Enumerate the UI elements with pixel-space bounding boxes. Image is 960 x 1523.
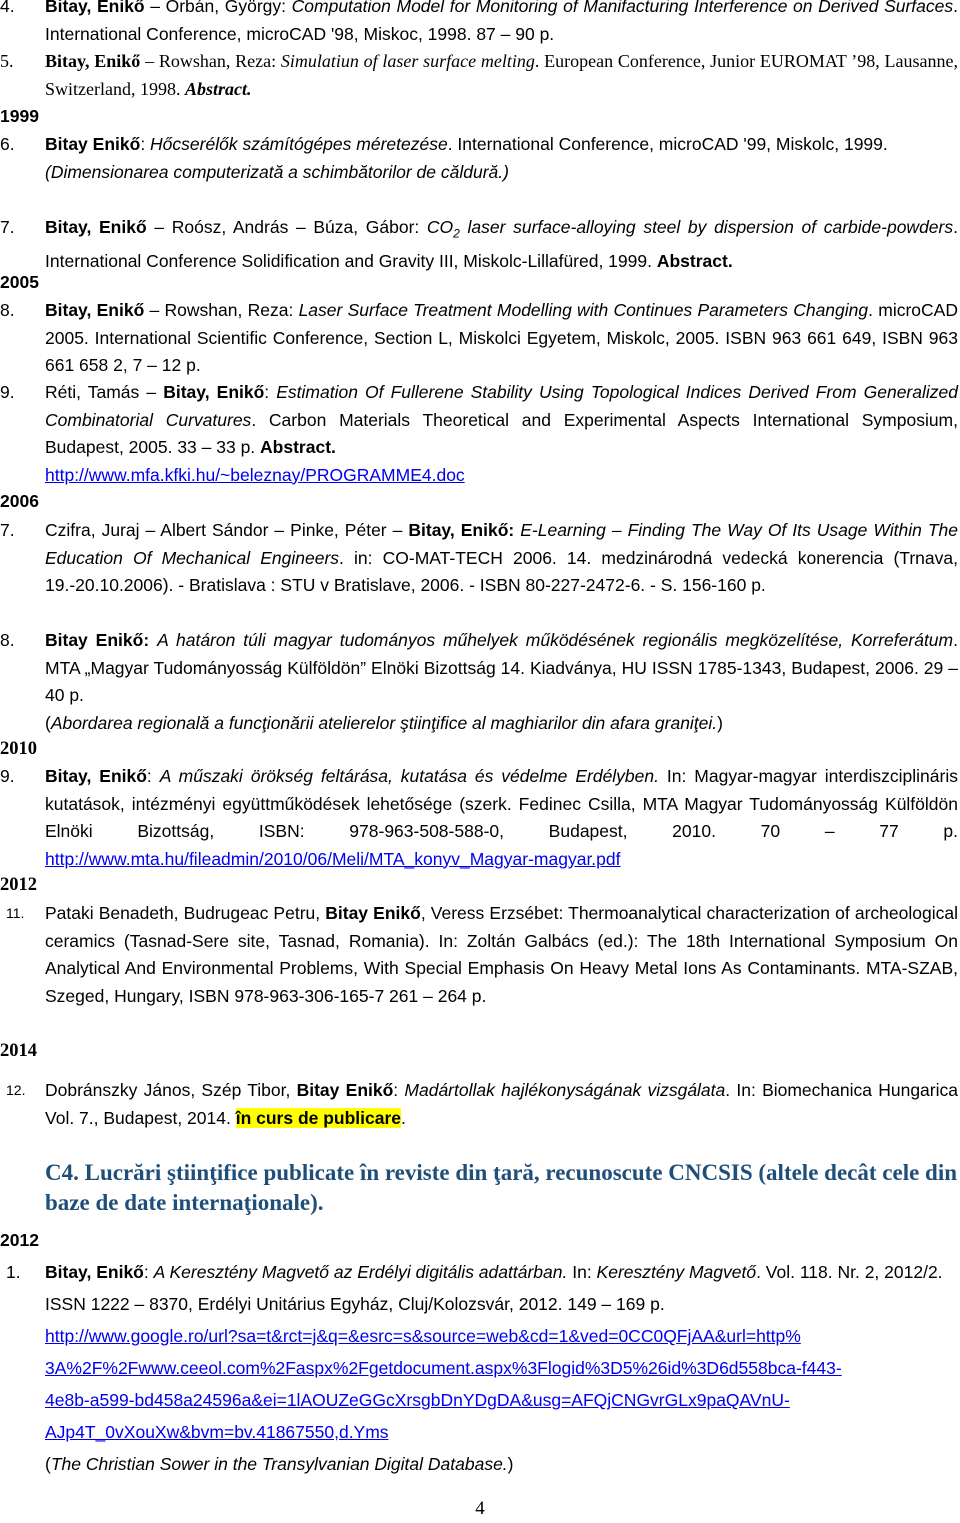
abstract-label: Abstract. — [656, 251, 733, 271]
year-heading: 2005 — [0, 272, 39, 292]
reference-entry — [0, 379, 958, 489]
translation-note: Abordarea regională a funcţionării atelierelor ştiinţifice al maghiarilor din afara graniţei. — [50, 712, 718, 733]
author-separator: : — [143, 1262, 154, 1282]
paper-title: Estimation Of Fullerene Stability Using Topological Indices Derived From Generalized Combinatorial Curvatures — [45, 382, 958, 430]
publication-details: . In: Biomechanica Hungarica Vol. 7., Budapest, 2014. — [45, 1080, 958, 1128]
publication-details: , Veress Erzsébet: Thermoanalytical characterization of archeological ceramics (Tasnad-Sere site, Tasnad, Romania). In: Zoltán Galbács (ed.): The 18th International Symposium On Analytical And Environmental Problems, With Special Emphasis On Heavy Metal Ions As Contaminants. MTA-SZAB, Szeged, Hungary, ISBN 978-963-306-165-7 261 – 264 p. — [45, 903, 958, 1006]
journal-name: Keresztény Magvető — [596, 1262, 757, 1282]
highlighted-author: Bitay, Enikő — [45, 217, 147, 237]
entry-body — [45, 297, 958, 380]
paper-title: Madártollak hajlékonyságának vizsgálata — [404, 1080, 726, 1100]
entry-number: 7. — [0, 217, 15, 237]
paper-title: $CO_2$ laser surface-alloying steel by dispersion of carbide-powders — [426, 217, 954, 241]
paper-title: E-Learning – Finding The Way Of Its Usage Within The Education Of Mechanical Engineers — [45, 520, 959, 568]
publication-details: . International Conference, microCAD '99, Miskolc, 1999. — [447, 134, 888, 154]
publication-details: . Carbon Materials Theoretical and Experimental Aspects International Symposium, Budapest, 2005. 33 – 33 p. — [45, 409, 958, 457]
entry-number: 12. — [6, 1082, 26, 1098]
publication-details: . microCAD 2005. International Scientific Conference, Section L, Miskolci Egyetem, Miskolc, 2005. ISBN 963 661 649, ISBN 963 661 658 2, 7 – 12 p. — [45, 300, 958, 375]
co-authors: – Roósz, András – Búza, Gábor: — [146, 217, 427, 237]
abstract-label: Abstract. — [260, 437, 336, 457]
entry-body — [45, 131, 958, 186]
reference-entry — [0, 1256, 958, 1480]
entry-number: 1. — [6, 1262, 21, 1282]
highlighted-author: Bitay, Enikő — [45, 1262, 144, 1282]
publication-details: In: Magyar-magyar interdiszciplináris kutatások, intézményi együttműködések lehetősége (szerk. Fedinec Csilla, MTA Magyar Tudományosság Külföldön Elnöki Bizottság, ISBN: 978-963-508-588-0, Budapest, 2010. 70 – 77 p. — [45, 766, 958, 841]
entry-number: 8. — [0, 300, 15, 320]
co-authors: – Orbán, György: — [144, 0, 292, 16]
entry-body: Bitay Enikő: A határon túli magyar tudományos műhelyek működésének regionális megközelítése, Korreferátum. MTA „Magyar Tudományosság Külföldön” Elnöki Bizottság 14. Kiadványa, HU ISSN 1785-1343, Budapest, 2006. 29 – 40 p. (Abordarea regională a funcţionării atelierelor ştiinţifice al maghiarilor din afara graniţei.) — [45, 630, 958, 733]
reference-link[interactable]: 4e8b-a599-bd458a24596a&ei=1lAOUZeGGcXrsgbDnYDgDA&usg=AFQjCNGvrGLx9paQAVnU- — [45, 1390, 790, 1410]
year-heading: 2014 — [0, 1041, 37, 1061]
reference-entry — [0, 297, 958, 380]
paper-title: Computation Model for Monitoring of Manifacturing Interference on Derived Surfaces — [291, 0, 954, 16]
paper-title: Simulatiun of laser surface melting — [280, 51, 535, 71]
year-heading: 1999 — [0, 106, 39, 126]
paper-title: A Keresztény Magvető az Erdélyi digitális adattárban. — [153, 1262, 568, 1282]
page-number: 4 — [475, 1498, 485, 1519]
entry-number: 11. — [6, 905, 25, 921]
reference-link[interactable]: http://www.google.ro/url?sa=t&rct=j&q=&esrc=s&source=web&cd=1&ved=0CC0QFjAA&url=http% — [45, 1326, 801, 1346]
reference-entry — [0, 0, 958, 48]
publication-details: . European Conference, Junior EUROMAT ’98, Lausanne, Switzerland, 1998. — [45, 51, 959, 99]
reference-link[interactable]: 3A%2F%2Fwww.ceeol.com%2Faspx%2Fgetdocument.aspx%3Flogid%3D5%26id%3D6d558bca-f443- — [45, 1358, 842, 1378]
author-separator: : — [264, 382, 277, 402]
publication-details: . International Conference, microCAD '98, Miskoc, 1998. 87 – 90 p. — [45, 0, 959, 44]
reference-entry — [0, 214, 958, 276]
reference-entry — [0, 517, 958, 600]
highlighted-author: Bitay Enikő: — [45, 630, 150, 650]
co-authors: – Rowshan, Reza: — [140, 51, 281, 71]
abstract-label: Abstract. — [184, 78, 252, 99]
reference-entry — [0, 763, 958, 873]
highlighted-author: Bitay, Enikő — [45, 766, 147, 786]
publication-details: . MTA „Magyar Tudományosság Külföldön” Elnöki Bizottság 14. Kiadványa, HU ISSN 1785-1343, Budapest, 2006. 29 – 40 p. — [45, 630, 958, 705]
paper-title: A határon túli magyar tudományos műhelyek működésének regionális megközelítése, Korreferátum — [157, 630, 954, 650]
year-heading: 2006 — [0, 491, 39, 511]
author-separator: : — [393, 1080, 405, 1100]
entry-body — [45, 48, 958, 103]
highlighted-author: Bitay, Enikő — [45, 51, 141, 71]
co-authors: Pataki Benadeth, Budrugeac Petru, — [45, 903, 326, 923]
co-authors: – Rowshan, Reza: — [144, 300, 299, 320]
co-authors: Réti, Tamás – — [45, 382, 164, 402]
highlighted-author: Bitay Enikő — [45, 134, 141, 154]
section-heading: C4. Lucrări ştiinţifice publicate în reviste din ţară, recunoscute CNCSIS (altele decât cele din baze de date internaţionale). — [45, 1160, 958, 1215]
author-separator — [149, 630, 157, 650]
reference-entry — [0, 48, 958, 103]
entry-number: 8. — [0, 630, 15, 650]
year-heading: 2010 — [0, 739, 37, 759]
reference-link[interactable]: AJp4T_0vXouXw&bvm=bv.41867550,d.Yms — [45, 1422, 389, 1442]
year-heading: 2012 — [0, 875, 37, 895]
entry-body — [45, 379, 958, 489]
paper-title: A műszaki örökség feltárása, kutatása és védelme Erdélyben. — [159, 766, 659, 786]
highlighted-author: Bitay, Enikő: — [408, 520, 515, 540]
entry-number: 9. — [0, 382, 15, 402]
highlighted-author: Bitay Enikő — [296, 1080, 394, 1100]
co-authors: Dobránszky János, Szép Tibor, — [45, 1080, 297, 1100]
entry-number: 4. — [0, 0, 15, 16]
reference-entry — [0, 1077, 958, 1132]
publication-details: . International Conference Solidification and Gravity III, Miskolc-Lillafüred, 1999. — [45, 217, 958, 271]
paper-title: Hőcserélők számítógépes méretezése — [150, 134, 448, 154]
highlighted-author: Bitay, Enikő — [45, 0, 145, 16]
publication-details: . Vol. 118. Nr. 2, 2012/2. ISSN 1222 – 8370, Erdélyi Unitárius Egyház, Cluj/Kolozsvár, 2012. 149 – 169 p. — [45, 1262, 943, 1314]
paper-title: Laser Surface Treatment Modelling with Continues Parameters Changing — [298, 300, 869, 320]
reference-entry — [0, 627, 958, 737]
co-authors: : — [140, 134, 151, 154]
author-separator: : — [146, 766, 160, 786]
reference-entry — [0, 131, 958, 186]
highlighted-author: Bitay, Enikő — [163, 382, 265, 402]
translation-note: (Dimensionarea computerizată a schimbătorilor de căldură.) — [45, 161, 509, 182]
highlighted-author: Bitay, Enikő — [45, 300, 145, 320]
entry-body — [45, 763, 958, 873]
entry-number: 7. — [0, 520, 15, 540]
entry-number: 6. — [0, 134, 15, 154]
reference-link[interactable]: http://www.mfa.kfki.hu/~beleznay/PROGRAMME4.doc — [45, 464, 465, 485]
entry-body — [45, 0, 958, 48]
entry-body: Bitay, Enikő: A Keresztény Magvető az Erdélyi digitális adattárban. In: Keresztény Magvető. Vol. 118. Nr. 2, 2012/2. ISSN 1222 – 8370, Erdélyi Unitárius Egyház, Cluj/Kolozsvár, 2012. 149 – 169 p. http://www.google.ro/url?sa=t&rct=j&q=&esrc=s&source=web&cd=1&ved=0CC0QFjAA&url=http% 3A%2F%2Fwww.ceeol.com%2Faspx%2Fgetdocument.aspx%3Flogid%3D5%26id%3D6d558bca-f443- 4e8b-a599-bd458a24596a&ei=1lAOUZeGGcXrsgbDnYDgDA&usg=AFQjCNGvrGLx9paQAVnU- AJp4T_0vXouXw&bvm=bv.41867550,d.Yms (The Christian Sower in the Transylvanian Digital Database.) — [45, 1262, 943, 1474]
co-authors: Czifra, Juraj – Albert Sándor – Pinke, Péter – — [45, 520, 409, 540]
translation-note: The Christian Sower in the Transylvanian Digital Database. — [50, 1454, 508, 1474]
entry-number: 9. — [0, 766, 15, 786]
entry-body — [45, 900, 958, 1010]
entry-body — [45, 214, 958, 276]
reference-entry — [0, 900, 958, 1010]
entry-number: 5. — [0, 51, 14, 71]
year-heading: 2012 — [0, 1230, 39, 1250]
entry-body: Dobránszky János, Szép Tibor, Bitay Enikő: Madártollak hajlékonyságának vizsgálata. In: Biomechanica Hungarica Vol. 7., Budapest, 2014. în curs de publicare. — [45, 1080, 958, 1128]
publication-details: . in: CO-MAT-TECH 2006. 14. medzinárodná vedecká konerencia (Trnava, 19.-20.10.2006). - Bratislava : STU v Bratislave, 2006. - ISBN 80-227-2472-6. - S. 156-160 p. — [45, 547, 958, 595]
highlighted-author: Bitay Enikő — [325, 903, 421, 923]
reference-link[interactable]: http://www.mta.hu/fileadmin/2010/06/Meli/MTA_konyv_Magyar-magyar.pdf — [45, 848, 621, 869]
entry-body — [45, 517, 958, 600]
status-highlight: în curs de publicare — [235, 1107, 402, 1128]
